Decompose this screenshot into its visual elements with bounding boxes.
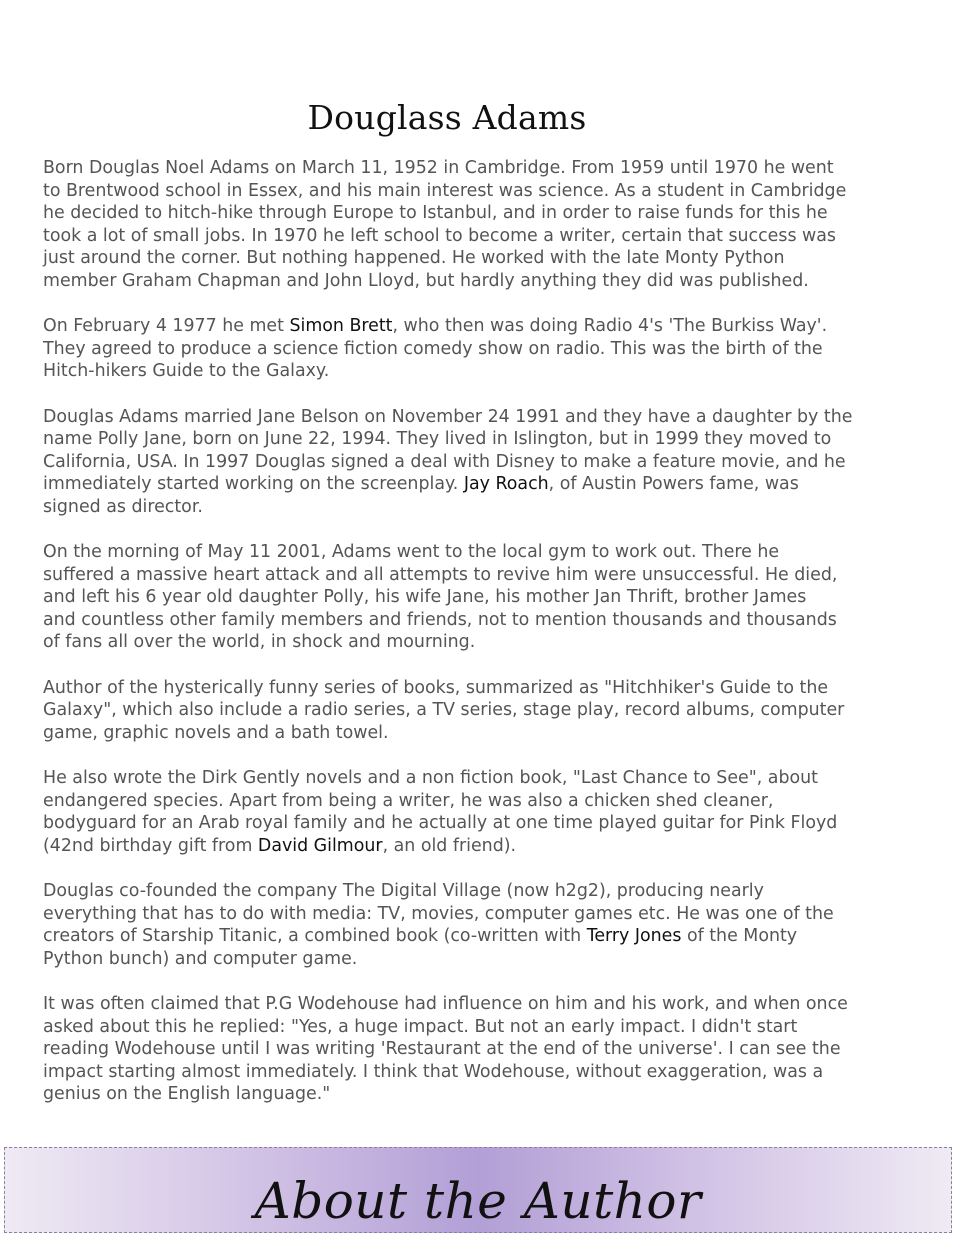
paragraph-text: On the morning of May 11 2001, Adams went to the local gym to work out. There he suffered a massive heart attack and all attempts to revive him were unsuccessful. He died, and left his 6 year old daughter Polly, his wife Jane, his mother Jan Thrift, brother James and countless other family members and friends, not to mention thousands and thousands of fans all over the world, in shock and mourning. (43, 542, 838, 653)
bio-paragraph (43, 406, 933, 519)
paragraph-text: , who then was doing Radio 4's 'The Burkiss Way'. They agreed to produce a science fiction comedy show on radio. This was the birth of the Hitch-hikers Guide to the Galaxy. (43, 316, 828, 382)
paragraph-text: Author of the hysterically funny series of books, summarized as "Hitchhiker's Guide to the Galaxy", which also include a radio series, a TV series, stage play, record albums, computer game, graphic novels and a bath towel. (43, 677, 845, 743)
paragraph-text: of the Monty Python bunch) and computer game. (43, 926, 798, 969)
bio-paragraph (43, 767, 933, 857)
bio-paragraph (43, 677, 933, 745)
person-link[interactable]: David Gilmour (257, 835, 383, 856)
person-link[interactable]: Jay Roach (463, 474, 549, 495)
bio-paragraph (43, 541, 933, 654)
paragraph-text: It was often claimed that P.G Wodehouse had influence on him and his work, and when once asked about this he replied: "Yes, a huge impact. But not an early impact. I didn't start reading Wodehouse until I was writing 'Restaurant at the end of the universe'. I can see the impact starting almost immediately. I think that Wodehouse, without exaggeration, was a genius on the English language." (43, 993, 848, 1105)
bio-paragraph (43, 993, 933, 1106)
person-link[interactable]: Terry Jones (586, 926, 682, 947)
paragraph-text: On February 4 1977 he met (43, 316, 290, 337)
paragraph-text: Douglas co-founded the company The Digital Village (now h2g2), producing nearly everything that has to do with media: TV, movies, computer games etc. He was one of the creators of Starship Titanic, a combined book (co-written with (43, 881, 834, 947)
person-link[interactable]: Simon Brett (289, 316, 393, 337)
page-title: Douglass Adams (307, 98, 587, 137)
paragraph-text: Born Douglas Noel Adams on March 11, 1952 in Cambridge. From 1959 until 1970 he went to Brentwood school in Essex, and his main interest was science. As a student in Cambridge he decided to hitch-hike through Europe to Istanbul, and in order to raise funds for this he took a lot of small jobs. In 1970 he left school to become a writer, certain that success was just around the corner. But nothing happened. He worked with the late Monty Python member Graham Chapman and John Lloyd, but hardly anything they did was published. (43, 158, 847, 291)
paragraph-text: , of Austin Powers fame, was signed as director. (43, 474, 799, 517)
banner-title: About the Author (254, 1172, 702, 1230)
paragraph-text: He also wrote the Dirk Gently novels and a non fiction book, "Last Chance to See", about endangered species. Apart from being a writer, he was also a chicken shed cleaner, bodyguard for an Arab royal family and he actually at one time played guitar for Pink Floyd (42nd birthday gift from (43, 768, 838, 856)
paragraph-text: , an old friend). (382, 835, 517, 856)
paragraph-text: Douglas Adams married Jane Belson on November 24 1991 and they have a daughter by the name Polly Jane, born on June 22, 1994. They lived in Islington, but in 1999 they moved to California, USA. In 1997 Douglas signed a deal with Disney to make a feature movie, and he immediately started working on the screenplay. (43, 406, 853, 495)
bio-paragraph (43, 157, 933, 293)
about-the-author-banner (4, 1147, 952, 1233)
biography-text (43, 157, 933, 1129)
bio-paragraph (43, 315, 933, 383)
bio-paragraph (43, 880, 933, 970)
